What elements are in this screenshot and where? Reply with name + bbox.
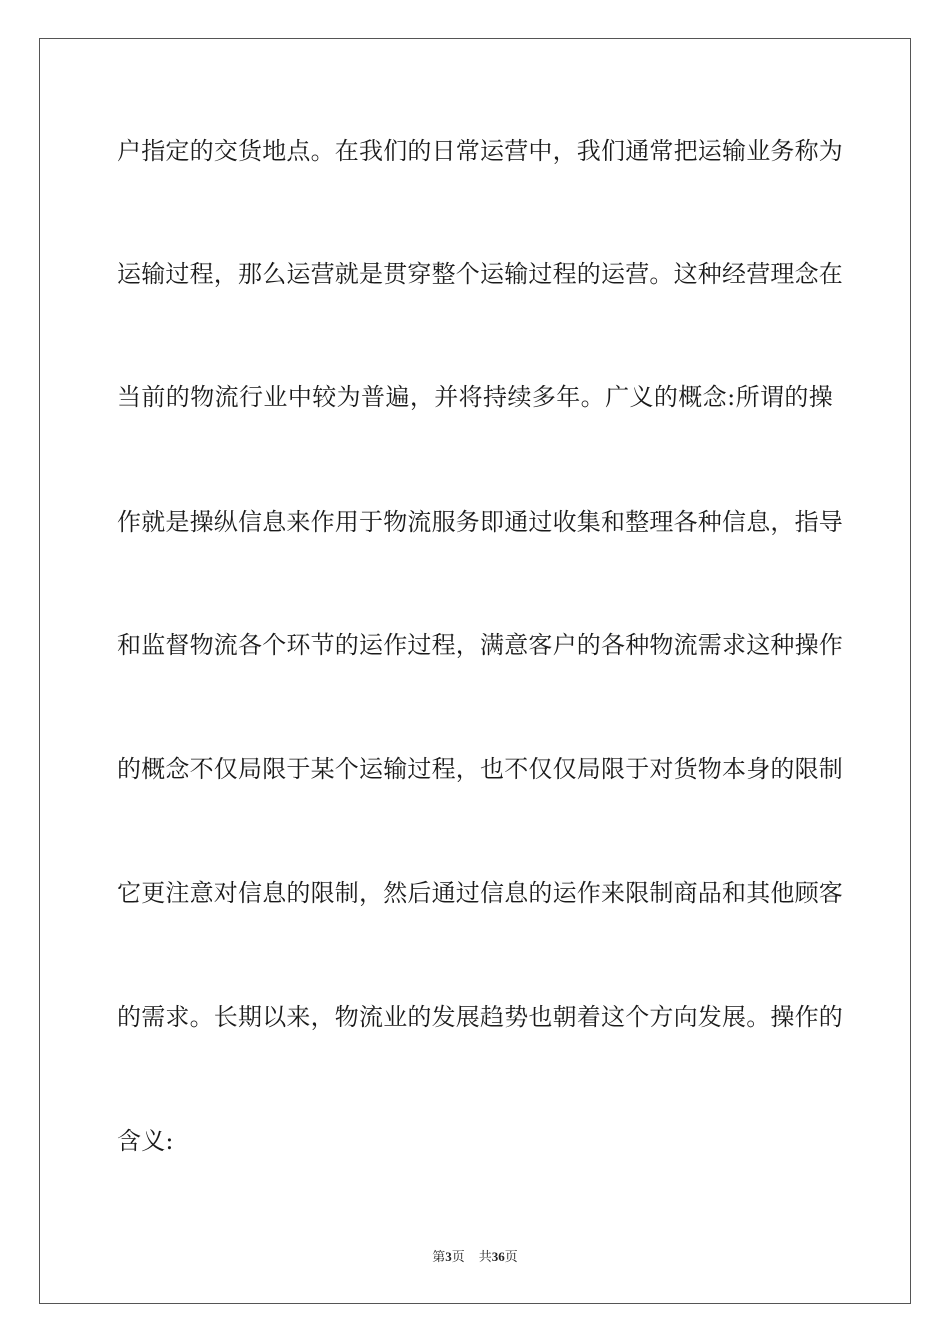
- page-number: 3: [445, 1249, 452, 1264]
- page-prefix: 第: [432, 1250, 446, 1265]
- page-footer: [0, 1248, 950, 1267]
- text-line-9: 含义:: [117, 1127, 174, 1155]
- text-line-2: 运输过程，那么运营就是贯穿整个运输过程的运营。这种经营理念在: [117, 260, 843, 288]
- text-line-5: 和监督物流各个环节的运作过程，满意客户的各种物流需求这种操作: [117, 631, 843, 659]
- page-border: [39, 38, 911, 1304]
- total-pages: 36: [491, 1249, 505, 1264]
- text-line-3: 当前的物流行业中较为普遍，并将持续多年。广义的概念:所谓的操: [117, 383, 833, 411]
- page-suffix: 页: [451, 1250, 465, 1265]
- text-line-7: 它更注意对信息的限制，然后通过信息的运作来限制商品和其他顾客: [117, 879, 843, 907]
- text-line-6: 的概念不仅局限于某个运输过程，也不仅仅局限于对货物本身的限制: [117, 755, 843, 783]
- text-line-4: 作就是操纵信息来作用于物流服务即通过收集和整理各种信息，指导: [117, 508, 843, 536]
- total-prefix: 共: [478, 1250, 492, 1265]
- text-line-1: 户指定的交货地点。在我们的日常运营中，我们通常把运输业务称为: [117, 137, 843, 165]
- text-line-8: 的需求。长期以来，物流业的发展趋势也朝着这个方向发展。操作的: [117, 1003, 843, 1031]
- total-suffix: 页: [504, 1250, 518, 1265]
